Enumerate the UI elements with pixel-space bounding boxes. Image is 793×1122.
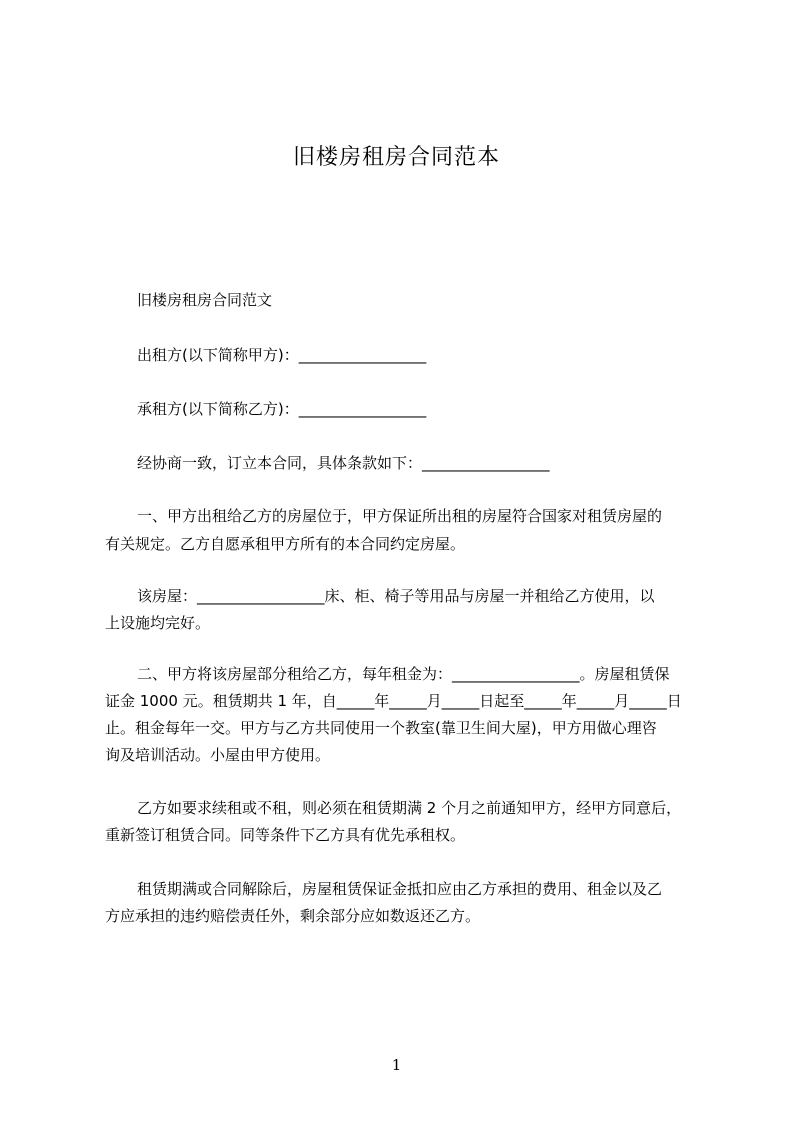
deposit-line-1: 租赁期满或合同解除后，房屋租赁保证金抵扣应由乙方承担的费用、租金以及乙 [137, 880, 663, 898]
furnishings-line-1: 该房屋：_________________床、柜、椅子等用品与房屋一并租给乙方使用，以 [137, 587, 655, 605]
agreement-intro-line: 经协商一致，订立本合同，具体条款如下：_________________ [137, 454, 550, 472]
renewal-line-1: 乙方如要求续租或不租，则必须在租赁期满 2 个月之前通知甲方，经甲方同意后， [137, 799, 682, 817]
clause-2-line-3: 止。租金每年一交。甲方与乙方共同使用一个教室(靠卫生间大屋)，甲方用做心理咨 [105, 719, 657, 737]
clause-2-line-4: 询及培训活动。小屋由甲方使用。 [105, 746, 331, 764]
deposit-line-2: 方应承担的违约赔偿责任外，剩余部分应如数返还乙方。 [105, 907, 481, 925]
clause-2-line-1: 二、甲方将该房屋部分租给乙方，每年租金为：_________________。房屋租赁保 [137, 665, 670, 683]
page-number: 1 [391, 1056, 402, 1074]
renewal-line-2: 重新签订租赁合同。同等条件下乙方具有优先承租权。 [105, 826, 466, 844]
lessee-line: 承租方(以下简称乙方)：_________________ [137, 400, 427, 418]
lessor-line: 出租方(以下简称甲方)：_________________ [137, 346, 427, 364]
subtitle: 旧楼房租房合同范文 [137, 291, 273, 309]
clause-1-line-2: 有关规定。乙方自愿承租甲方所有的本合同约定房屋。 [105, 535, 466, 553]
document-title: 旧楼房租房合同范本 [292, 145, 500, 170]
furnishings-line-2: 上设施均完好。 [105, 614, 211, 632]
clause-2-line-2: 证金 1000 元。租赁期共 1 年，自_____年_____月_____日起至_____年_____月_____日 [105, 692, 682, 710]
clause-1-line-1: 一、甲方出租给乙方的房屋位于，甲方保证所出租的房屋符合国家对租赁房屋的 [137, 507, 663, 525]
